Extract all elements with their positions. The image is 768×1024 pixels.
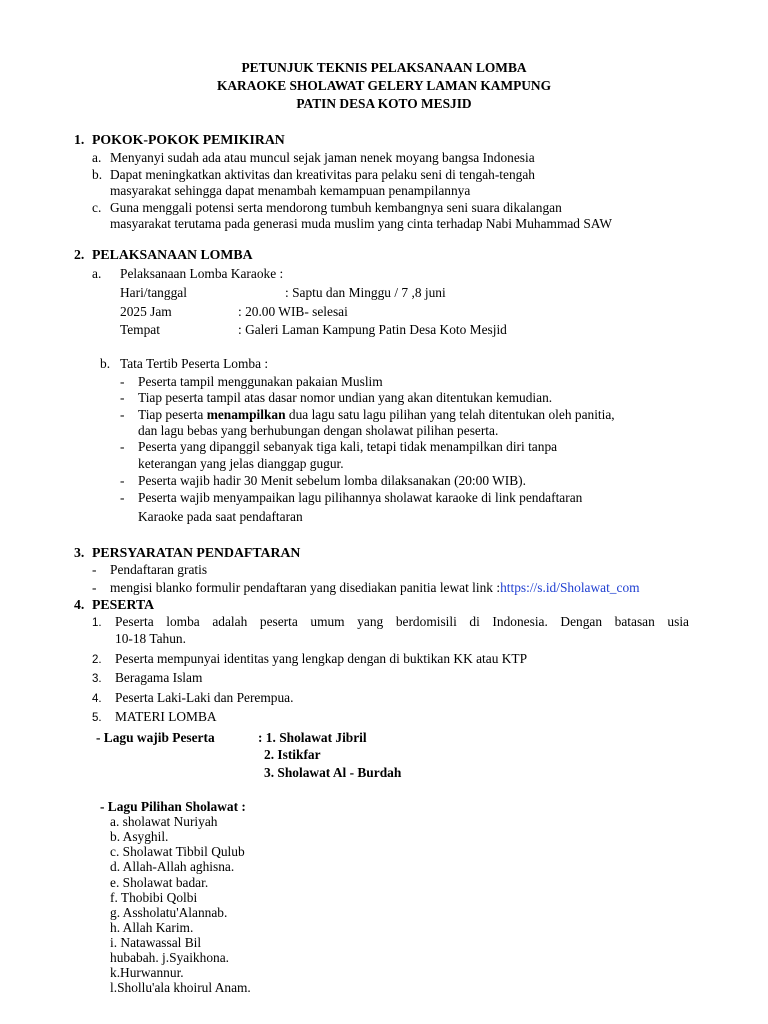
rule-2: Tiap peserta tampil atas dasar nomor undian yang akan ditentukan kemudian. bbox=[138, 390, 553, 405]
rule-1-dash: - bbox=[120, 374, 125, 389]
optional-song: c. Sholawat Tibbil Qulub bbox=[110, 844, 245, 859]
s2-b-text: Tata Tertib Peserta Lomba : bbox=[120, 356, 269, 371]
req-2-dash: - bbox=[92, 580, 97, 595]
participant-2: Peserta mempunyai identitas yang lengkap dengan di buktikan KK atau KTP bbox=[115, 651, 528, 666]
rule-6-dash: - bbox=[120, 490, 125, 505]
s1-c-text: Guna menggali potensi serta mendorong tumbuh kembangnya seni suara dikalangan bbox=[110, 200, 562, 215]
section-2-heading: PELAKSANAAN LOMBA bbox=[92, 247, 253, 262]
schedule-time-label: 2025 Jam bbox=[120, 304, 172, 319]
optional-song: l.Shollu'ala khoirul Anam. bbox=[110, 980, 251, 995]
participant-4: Peserta Laki-Laki dan Perempua. bbox=[115, 690, 294, 705]
required-song-1: : 1. Sholawat Jibril bbox=[258, 730, 367, 745]
s2-a-marker: a. bbox=[92, 266, 102, 281]
participant-1-number: 1. bbox=[92, 617, 102, 629]
doc-title-line-3: PATIN DESA KOTO MESJID bbox=[296, 96, 472, 111]
s1-b-marker: b. bbox=[92, 167, 103, 182]
rule-6: Peserta wajib menyampaikan lagu pilihannya sholawat karaoke di link pendaftaran bbox=[138, 490, 583, 505]
schedule-time-value: : 20.00 WIB- selesai bbox=[238, 304, 348, 319]
section-3-number: 3. bbox=[74, 545, 85, 560]
participant-5-number: 5. bbox=[92, 712, 102, 724]
section-4-heading: PESERTA bbox=[92, 597, 155, 612]
required-song-3: 3. Sholawat Al - Burdah bbox=[264, 765, 402, 780]
participant-4-number: 4. bbox=[92, 693, 102, 705]
doc-title-line-2: KARAOKE SHOLAWAT GELERY LAMAN KAMPUNG bbox=[216, 78, 552, 93]
rule-4-dash: - bbox=[120, 439, 125, 454]
schedule-place-label: Tempat bbox=[120, 322, 160, 337]
optional-song: i. Natawassal Bil bbox=[110, 935, 202, 950]
s1-c-text-cont: masyarakat terutama pada generasi muda muslim yang cinta terhadap Nabi Muhammad SAW bbox=[110, 216, 613, 231]
rule-1: Peserta tampil menggunakan pakaian Muslim bbox=[138, 374, 383, 389]
s1-b-text-cont: masyarakat sehingga dapat menambah kemampuan penampilannya bbox=[110, 183, 471, 198]
rule-5: Peserta wajib hadir 30 Menit sebelum lomba dilaksanakan (20:00 WIB). bbox=[138, 473, 526, 488]
optional-song: g. Assholatu'Alannab. bbox=[110, 905, 228, 920]
req-1-dash: - bbox=[92, 562, 97, 577]
optional-songs-label: - Lagu Pilihan Sholawat : bbox=[100, 799, 246, 814]
s2-b-marker: b. bbox=[100, 356, 111, 371]
optional-song: h. Allah Karim. bbox=[110, 920, 194, 935]
rule-5-dash: - bbox=[120, 473, 125, 488]
s1-a-text: Menyanyi sudah ada atau muncul sejak jaman nenek moyang bangsa Indonesia bbox=[110, 150, 535, 165]
doc-title-line-1: PETUNJUK TEKNIS PELAKSANAAN LOMBA bbox=[241, 60, 527, 75]
rule-3-dash: - bbox=[120, 407, 125, 422]
registration-link[interactable]: https://s.id/Sholawat_com bbox=[500, 580, 640, 595]
optional-song: b. Asyghil. bbox=[110, 829, 169, 844]
section-4-number: 4. bbox=[74, 597, 85, 612]
section-1-heading: POKOK-POKOK PEMIKIRAN bbox=[92, 132, 285, 147]
optional-song: e. Sholawat badar. bbox=[110, 875, 209, 890]
req-1: Pendaftaran gratis bbox=[110, 562, 208, 577]
rule-3 bbox=[138, 407, 615, 423]
schedule-date-value: : Saptu dan Minggu / 7 ,8 juni bbox=[285, 285, 446, 300]
participant-1-cont: 10-18 Tahun. bbox=[115, 631, 186, 646]
optional-song: hubabah. j.Syaikhona. bbox=[110, 950, 230, 965]
required-song-2: 2. Istikfar bbox=[264, 747, 321, 762]
optional-song: f. Thobibi Qolbi bbox=[110, 890, 198, 905]
rule-4-cont: keterangan yang jelas dianggap gugur. bbox=[138, 456, 344, 471]
s1-c-marker: c. bbox=[92, 200, 102, 215]
section-3-heading: PERSYARATAN PENDAFTARAN bbox=[92, 545, 301, 560]
participant-1: Peserta lomba adalah peserta umum yang berdomisili di Indonesia. Dengan batasan usia bbox=[115, 614, 689, 629]
rule-3-post: dua lagu satu lagu pilihan yang telah ditentukan oleh panitia, bbox=[285, 407, 615, 422]
rule-3-bold: menampilkan bbox=[206, 407, 286, 422]
rule-3-cont: dan lagu bebas yang berhubungan dengan sholawat pilihan peserta. bbox=[138, 423, 499, 438]
participant-5: MATERI LOMBA bbox=[115, 709, 217, 724]
required-songs-label: - Lagu wajib Peserta bbox=[96, 730, 215, 745]
rule-3-pre: Tiap peserta bbox=[138, 407, 207, 422]
req-2-text: mengisi blanko formulir pendaftaran yang disediakan panitia lewat link : bbox=[110, 580, 501, 595]
rule-4: Peserta yang dipanggil sebanyak tiga kali, tetapi tidak menampilkan diri tanpa bbox=[138, 439, 558, 454]
rule-6-cont: Karaoke pada saat pendaftaran bbox=[138, 509, 303, 524]
rule-2-dash: - bbox=[120, 390, 125, 405]
participant-3-number: 3. bbox=[92, 673, 102, 685]
optional-song: d. Allah-Allah aghisna. bbox=[110, 859, 235, 874]
s2-a-text: Pelaksanaan Lomba Karaoke : bbox=[120, 266, 284, 281]
schedule-date-label: Hari/tanggal bbox=[120, 285, 187, 300]
participant-2-number: 2. bbox=[92, 654, 102, 666]
optional-song: k.Hurwannur. bbox=[110, 965, 184, 980]
section-1-number: 1. bbox=[74, 132, 85, 147]
s1-a-marker: a. bbox=[92, 150, 102, 165]
section-2-number: 2. bbox=[74, 247, 85, 262]
optional-song: a. sholawat Nuriyah bbox=[110, 814, 218, 829]
req-2 bbox=[110, 580, 640, 596]
participant-3: Beragama Islam bbox=[115, 670, 203, 685]
s1-b-text: Dapat meningkatkan aktivitas dan kreativitas para pelaku seni di tengah-tengah bbox=[110, 167, 536, 182]
schedule-place-value: : Galeri Laman Kampung Patin Desa Koto Mesjid bbox=[238, 322, 507, 337]
